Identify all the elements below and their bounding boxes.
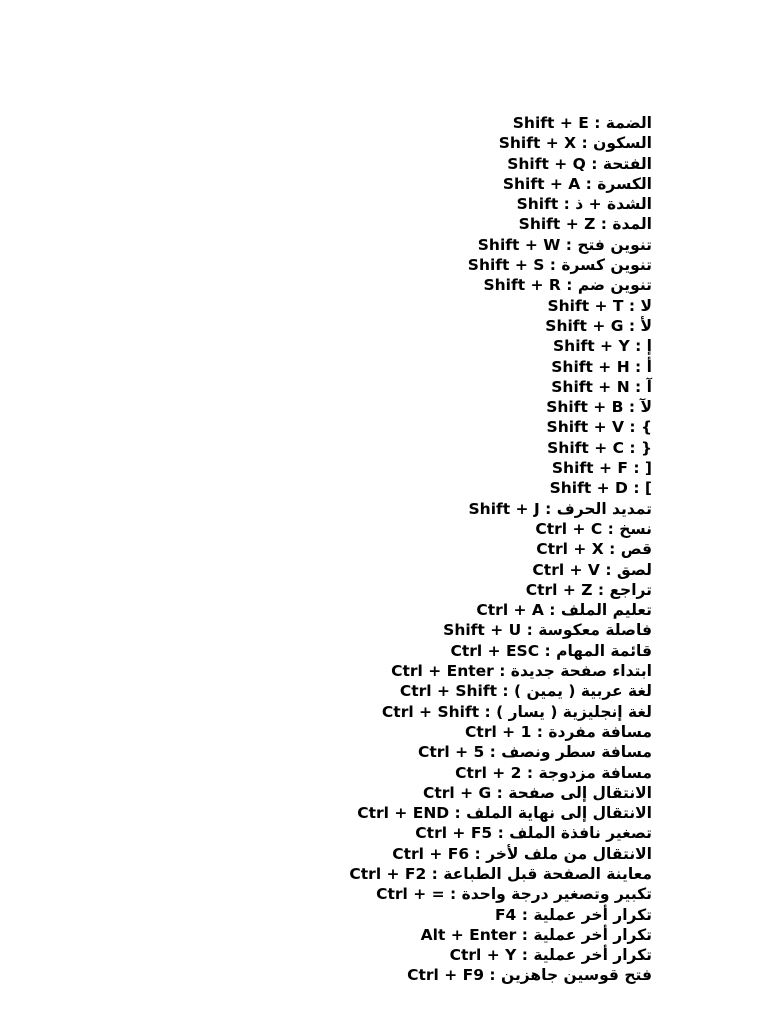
shortcut-line: Ctrl + G : الانتقال إلى صفحة [423,783,652,802]
shortcut-line: Shift + J : تمديد الحرف [468,499,652,518]
shortcut-line: Alt + Enter : تكرار أخر عملية [420,925,652,944]
shortcut-line: Shift + W : تنوين فتح [477,235,652,254]
shortcut-line: Ctrl + 5 : مسافة سطر ونصف [417,743,652,762]
shortcut-line: Shift + V : { [546,418,652,437]
shortcut-line: Ctrl + Shift : لغة عربية ( يمين ) [399,682,652,701]
shortcut-line: Ctrl + Enter : ابتداء صفحة جديدة [391,662,652,681]
shortcut-line: Shift + H : أ [551,357,652,376]
shortcut-line: Ctrl + F2 : معاينة الصفحة قبل الطباعة [349,864,652,883]
shortcut-list [32,113,652,986]
shortcut-line: Ctrl + X : قص [536,540,652,559]
shortcut-line: Shift + X : السكون [498,134,652,153]
shortcut-line: Shift + U : فاصلة معكوسة [443,621,652,640]
shortcut-line: Ctrl + Shift : لغة إنجليزية ( يسار ) [381,702,652,721]
shortcut-line: Ctrl + Z : تراجع [525,580,652,599]
shortcut-line: Shift + Q : الفتحة [507,154,652,173]
shortcut-line: Shift + N : آ [551,377,652,396]
shortcut-line: Shift + E : الضمة [512,114,652,132]
shortcut-line: Shift + Z : المدة [518,215,652,234]
shortcut-line: Ctrl + A : تعليم الملف [476,601,652,620]
shortcut-line: Shift + C : } [547,438,652,457]
shortcut-line: Shift + T : لا [547,296,652,315]
shortcut-line: Shift + F : ] [551,459,652,478]
shortcut-line: Ctrl + F5 : تصغير نافذة الملف [415,824,652,843]
shortcut-line: Ctrl + 1 : مسافة مفردة [465,722,652,741]
shortcut-line: Ctrl + = : تكبير وتصغير درجة واحدة [376,885,652,904]
shortcut-line: Shift + S : تنوين كسرة [467,256,652,275]
shortcut-line: Ctrl + V : لصق [532,560,652,579]
shortcut-line: Ctrl + C : نسخ [535,519,652,538]
shortcut-line: F4 : تكرار أخر عملية [494,905,652,924]
shortcut-line: Ctrl + END : الانتقال إلى نهاية الملف [357,804,652,823]
shortcut-line: Ctrl + F6 : الانتقال من ملف لأخر [392,844,652,863]
shortcut-line: Ctrl + 2 : مسافة مزدوجة [455,763,652,782]
shortcut-line: Shift : الشدة + ذ [516,195,652,214]
shortcut-line: Shift + Y : إ [553,337,652,356]
shortcut-line: Shift + G : لأ [545,316,652,335]
shortcut-line: Shift + A : الكسرة [502,174,652,193]
shortcut-line: Ctrl + F9 : فتح قوسين جاهزين [407,966,652,985]
shortcut-line: Shift + B : لآ [546,398,652,417]
shortcut-line: Shift + D : [ [549,479,652,498]
shortcut-line: Ctrl + ESC : قائمة المهام [450,641,652,660]
shortcut-line: Ctrl + Y : تكرار أخر عملية [449,946,652,965]
shortcut-line: Shift + R : تنوين ضم [483,276,652,295]
